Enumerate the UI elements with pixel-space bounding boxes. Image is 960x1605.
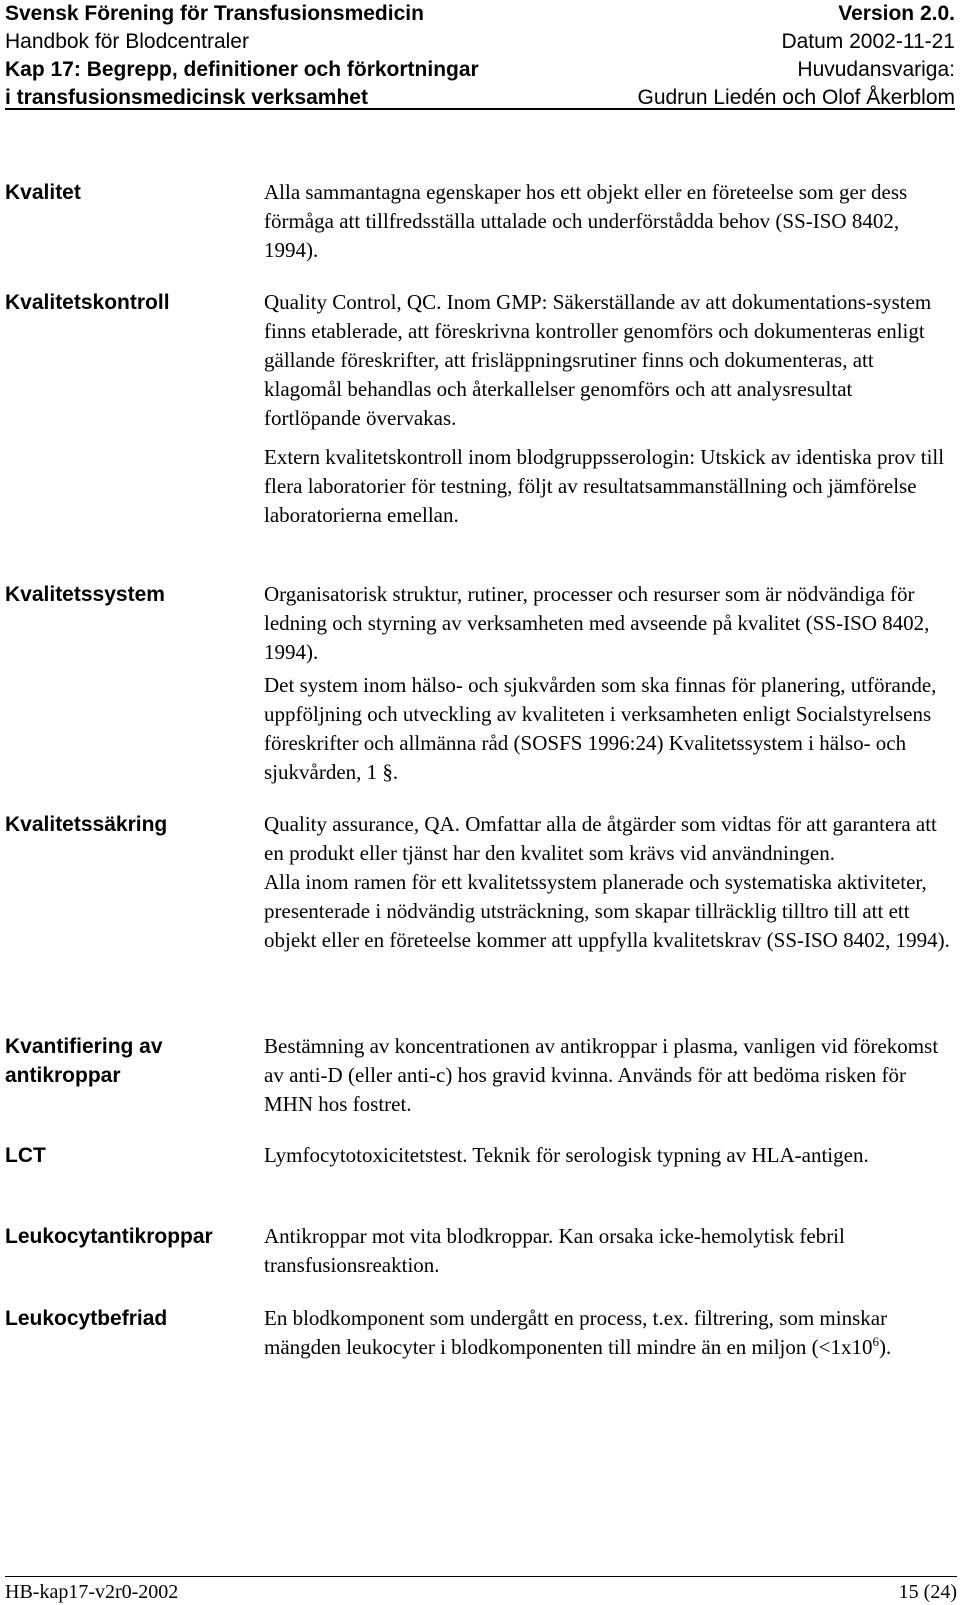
definition-text: En blodkomponent som undergått en process, t.ex. filtrering, som minskar mängden leukocyter i blodkomponenten till mindre än en miljon (<1x10 bbox=[264, 1306, 888, 1359]
page-header bbox=[5, 0, 955, 110]
entry-definition bbox=[264, 178, 954, 265]
definition-tail: ). bbox=[878, 1335, 892, 1359]
page-footer bbox=[5, 1576, 957, 1605]
header-chapter-line1: Kap 17: Begrepp, definitioner och förkortningar bbox=[5, 58, 479, 81]
header-date: Datum 2002-11-21 bbox=[781, 30, 955, 53]
entry-term: Leukocytbefriad bbox=[5, 1307, 168, 1330]
entry-definition bbox=[264, 1141, 954, 1170]
definition-paragraph: Alla inom ramen för ett kvalitetssystem planerade och systematiska aktiviteter, presenterade i nödvändig utsträckning, som skapar tillräcklig tilltro till att ett objekt eller en företeelse kommer att uppfylla kvalitetskrav (SS-ISO 8402, 1994). bbox=[264, 870, 950, 952]
definition-paragraph: Lymfocytotoxicitetstest. Teknik för serologisk typning av HLA-antigen. bbox=[264, 1143, 869, 1167]
header-handbook: Handbok för Blodcentraler bbox=[5, 30, 249, 53]
entry-term: Kvalitetssäkring bbox=[5, 813, 168, 836]
header-version: Version 2.0. bbox=[838, 2, 955, 25]
entry-definition bbox=[264, 288, 954, 530]
definition-paragraph: Bestämning av koncentrationen av antikroppar i plasma, vanligen vid förekomst av anti-D (eller anti-c) hos gravid kvinna. Används för att bedöma risken för MHN hos fostret. bbox=[264, 1034, 939, 1116]
definition-paragraph bbox=[264, 1304, 954, 1362]
definition-paragraph: Quality Control, QC. Inom GMP: Säkerställande av att dokumentations-system finns etablerade, att föreskrivna kontroller genomförs och dokumenteras enligt gällande föreskrifter, att frisläppningsrutiner finns och dokumenteras, att klagomål behandlas och återkallelser genomförs och att analysresultat fortlöpande övervakas. bbox=[264, 290, 932, 430]
definition-paragraph: Alla sammantagna egenskaper hos ett objekt eller en företeelse som ger dess förmåga att tillfredsställa uttalade och underförstådda behov (SS-ISO 8402, 1994). bbox=[264, 180, 908, 262]
definition-paragraph: Extern kvalitetskontroll inom blodgruppsserologin: Utskick av identiska prov till flera laboratorier för testning, följt av resultatsammanställning och jämförelse laboratorierna emellan. bbox=[264, 445, 945, 527]
entry-definition bbox=[264, 810, 954, 955]
definition-paragraph: Det system inom hälso- och sjukvården som ska finnas för planering, utförande, uppföljning och utveckling av kvaliteten i verksamheten enligt Socialstyrelsens föreskrifter och allmänna råd (SOSFS 1996:24) Kvalitetssystem i hälso- och sjukvården, 1 §. bbox=[264, 673, 937, 784]
header-row-1 bbox=[5, 0, 955, 28]
entry-term: Kvantifiering av antikroppar bbox=[5, 1035, 163, 1087]
entry-term: LCT bbox=[5, 1144, 46, 1167]
entry-term: Kvalitetssystem bbox=[5, 583, 165, 606]
superscript-exponent: 6 bbox=[872, 1334, 879, 1349]
header-responsible-label: Huvudansvariga: bbox=[797, 58, 955, 81]
entry-term: Kvalitetskontroll bbox=[5, 291, 170, 314]
definition-paragraph: Quality assurance, QA. Omfattar alla de åtgärder som vidtas för att garantera att en produkt eller tjänst har den kvalitet som krävs vid användningen. bbox=[264, 812, 937, 865]
header-row-3 bbox=[5, 56, 955, 84]
header-chapter-line2: i transfusionsmedicinsk verksamhet bbox=[5, 86, 368, 109]
header-org: Svensk Förening för Transfusionsmedicin bbox=[5, 2, 424, 25]
header-row-2 bbox=[5, 28, 955, 56]
header-row-4 bbox=[5, 84, 955, 112]
entry-definition bbox=[264, 1304, 954, 1362]
entry-term: Leukocytantikroppar bbox=[5, 1225, 213, 1248]
entry-definition bbox=[264, 1032, 954, 1119]
footer-page-number: 15 (24) bbox=[898, 1581, 957, 1603]
footer-doc-id: HB-kap17-v2r0-2002 bbox=[5, 1581, 179, 1603]
entry-definition bbox=[264, 580, 954, 787]
entry-definition bbox=[264, 1222, 954, 1280]
header-responsible-names: Gudrun Liedén och Olof Åkerblom bbox=[637, 86, 955, 109]
definition-paragraph: Organisatorisk struktur, rutiner, processer och resurser som är nödvändiga för ledning och styrning av verksamheten med avseende på kvalitet (SS-ISO 8402, 1994). bbox=[264, 582, 930, 664]
entry-term: Kvalitet bbox=[5, 181, 81, 204]
definition-paragraph: Antikroppar mot vita blodkroppar. Kan orsaka icke-hemolytisk febril transfusionsreaktion. bbox=[264, 1224, 845, 1277]
